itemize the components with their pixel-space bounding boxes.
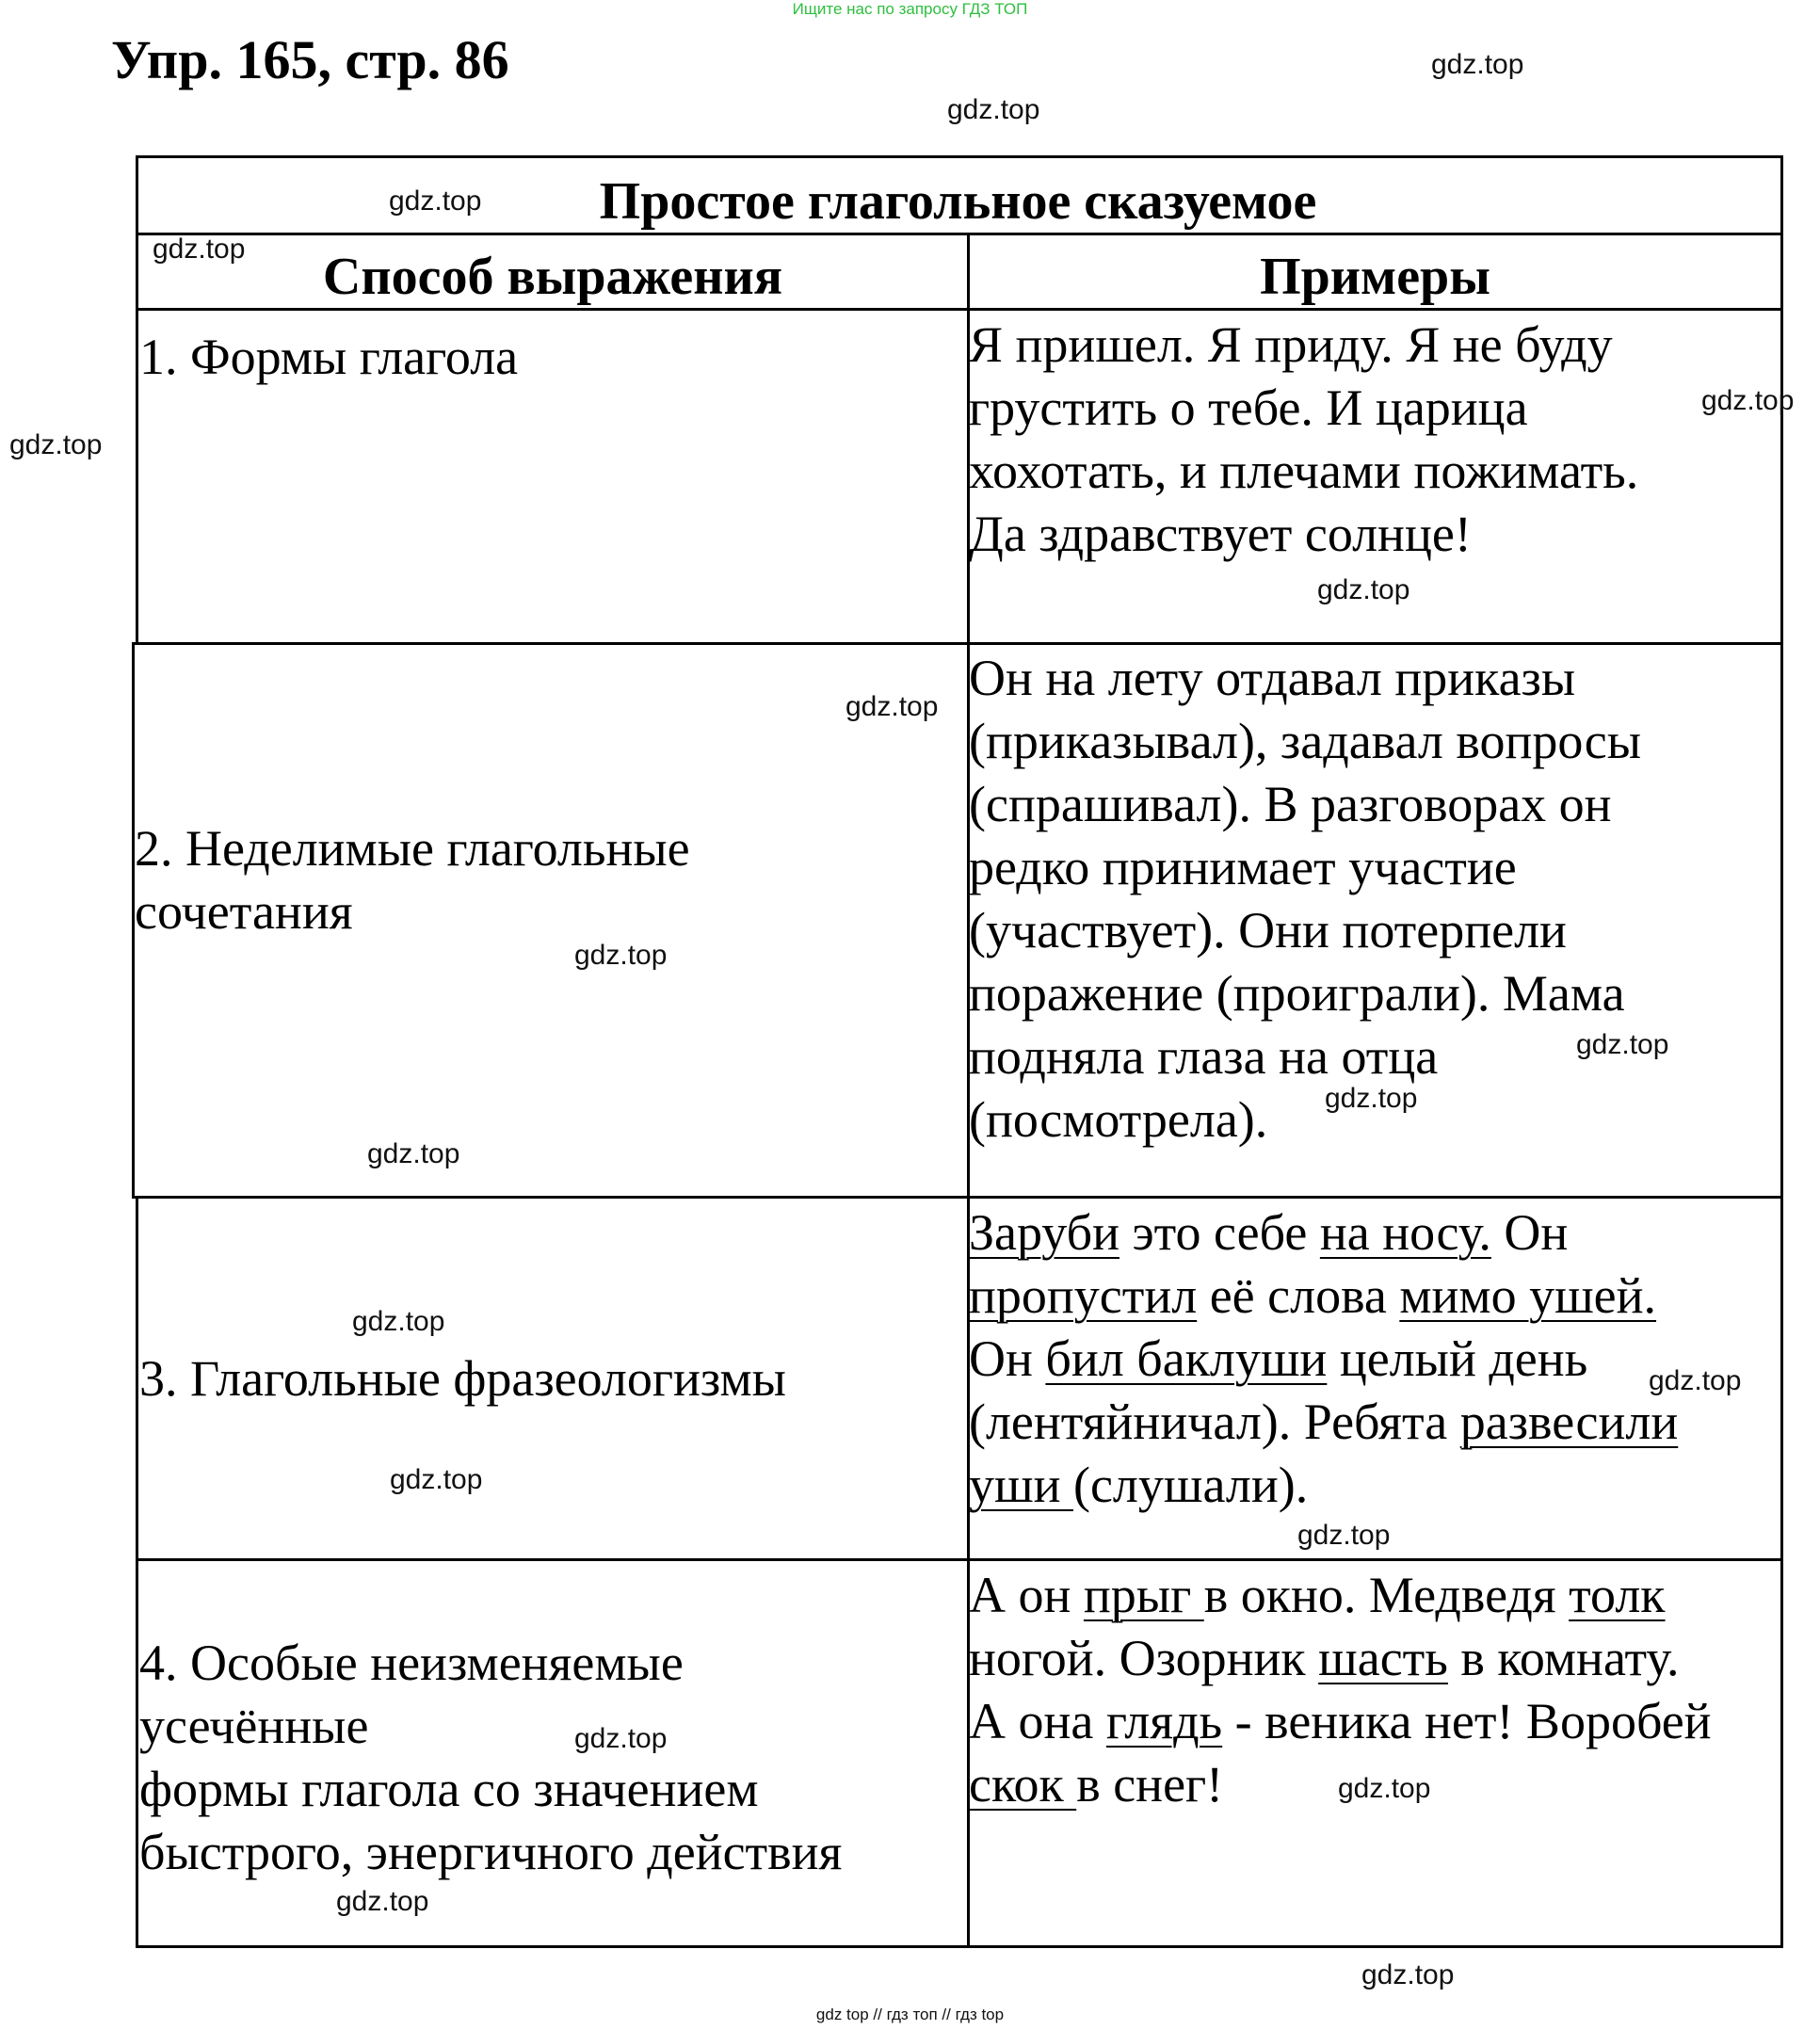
watermark: gdz.top xyxy=(9,429,103,460)
watermark: gdz.top xyxy=(1325,1083,1418,1114)
watermark: gdz.top xyxy=(336,1886,429,1917)
example-text: Он xyxy=(1490,1204,1569,1261)
example-text: Он xyxy=(969,1330,1046,1387)
example-text: (посмотрела). xyxy=(969,1091,1268,1148)
row-3-examples xyxy=(969,1201,1678,1517)
watermark: gdz.top xyxy=(1649,1365,1742,1396)
top-banner: Ищите нас по запросу ГДЗ ТОП xyxy=(792,0,1028,18)
row-3-method xyxy=(139,1347,786,1410)
underlined-phrase: развесили xyxy=(1459,1394,1679,1450)
example-text: А она xyxy=(969,1693,1106,1749)
example-line xyxy=(969,440,1638,503)
method-line: усечённые xyxy=(139,1698,369,1754)
example-text: редко принимает участие xyxy=(969,839,1517,895)
watermark: gdz.top xyxy=(1361,1959,1455,1990)
example-text: А он xyxy=(969,1567,1084,1623)
example-line xyxy=(969,1328,1678,1391)
example-line xyxy=(969,899,1641,962)
watermark: gdz.top xyxy=(1297,1520,1391,1551)
example-line xyxy=(969,962,1641,1025)
example-text: Да здравствует солнце! xyxy=(969,506,1472,562)
example-text: в снег! xyxy=(1076,1756,1224,1812)
underlined-phrase: мимо ушей. xyxy=(1399,1267,1657,1324)
example-text: (слушали). xyxy=(1072,1457,1309,1513)
example-line xyxy=(969,1025,1641,1088)
row-1-examples xyxy=(969,314,1638,566)
example-text: ногой. Озорник xyxy=(969,1630,1319,1686)
underlined-phrase: пропустил xyxy=(969,1267,1198,1324)
method-line: формы глагола со значением xyxy=(139,1761,759,1817)
underlined-phrase: бил баклуши xyxy=(1045,1330,1328,1387)
watermark: gdz.top xyxy=(947,94,1040,125)
example-text: (лентяйничал). Ребята xyxy=(969,1394,1460,1450)
example-text: Он на лету отдавал приказы xyxy=(969,650,1576,706)
underlined-phrase: уши xyxy=(969,1457,1073,1513)
method-line: сочетания xyxy=(135,883,353,940)
watermark: gdz.top xyxy=(1576,1029,1669,1060)
example-line xyxy=(969,503,1638,566)
example-text: в окно. Медведя xyxy=(1203,1567,1570,1623)
watermark: gdz.top xyxy=(574,940,668,971)
example-line xyxy=(969,1454,1678,1517)
example-line xyxy=(969,1627,1712,1690)
underlined-phrase: прыг xyxy=(1083,1567,1204,1623)
method-line: 2. Неделимые глагольные xyxy=(135,820,690,877)
watermark: gdz.top xyxy=(574,1723,668,1754)
row-divider-1 xyxy=(132,642,1783,645)
table-border-bottom xyxy=(136,1945,1783,1948)
watermark: gdz.top xyxy=(153,234,246,265)
watermark: gdz.top xyxy=(367,1138,460,1169)
example-line xyxy=(969,1201,1678,1265)
example-text: её слова xyxy=(1197,1267,1400,1324)
example-text: грустить о тебе. И царица xyxy=(969,379,1528,436)
example-line xyxy=(969,1564,1712,1627)
example-line xyxy=(969,377,1638,440)
example-text: целый день xyxy=(1327,1330,1588,1387)
example-line xyxy=(969,314,1638,377)
underlined-phrase: толк xyxy=(1569,1567,1666,1623)
example-line xyxy=(969,836,1641,899)
watermark: gdz.top xyxy=(1701,385,1795,416)
watermark: gdz.top xyxy=(390,1464,483,1495)
example-line xyxy=(969,710,1641,773)
example-text: (участвует). Они потерпели xyxy=(969,902,1567,959)
row-divider-3 xyxy=(136,1558,1783,1561)
example-text: это себе xyxy=(1119,1204,1320,1261)
watermark: gdz.top xyxy=(352,1306,445,1337)
watermark: gdz.top xyxy=(389,185,482,217)
example-line xyxy=(969,1265,1678,1328)
table-border-left-bottom xyxy=(136,1196,138,1948)
underlined-phrase: на носу. xyxy=(1319,1204,1491,1261)
method-line: 4. Особые неизменяемые xyxy=(139,1635,684,1691)
watermark: gdz.top xyxy=(846,691,939,722)
example-text: подняла глаза на отца xyxy=(969,1028,1439,1085)
row-2-method xyxy=(135,817,690,943)
watermark: gdz.top xyxy=(1317,574,1410,605)
page-title: Упр. 165, стр. 86 xyxy=(111,29,509,90)
underlined-phrase: Заруби xyxy=(969,1204,1119,1261)
column-header-examples: Примеры xyxy=(1260,248,1490,306)
table-title: Простое глагольное сказуемое xyxy=(599,172,1317,231)
underlined-phrase: шасть xyxy=(1318,1630,1448,1686)
example-line xyxy=(969,1088,1641,1152)
example-line xyxy=(969,647,1641,710)
underlined-phrase: скок xyxy=(969,1756,1077,1812)
example-text: (спрашивал). В разговорах он xyxy=(969,776,1612,832)
example-text: - веника нет! Воробей xyxy=(1222,1693,1712,1749)
column-header-method: Способ выражения xyxy=(322,248,783,306)
table-border-top xyxy=(136,155,1783,158)
example-text: Я пришел. Я приду. Я не буду xyxy=(969,316,1613,373)
example-text: поражение (проиграли). Мама xyxy=(969,965,1625,1022)
example-line xyxy=(969,1690,1712,1753)
footer-banner: gdz top // гдз топ // гдз top xyxy=(815,2006,1005,2023)
method-line: 3. Глагольные фразеологизмы xyxy=(139,1350,786,1407)
method-line: быстрого, энергичного действия xyxy=(139,1824,843,1880)
method-line: 1. Формы глагола xyxy=(139,329,519,385)
example-text: хохотать, и плечами пожимать. xyxy=(969,443,1639,499)
header-divider xyxy=(136,233,1783,235)
row-divider-2 xyxy=(132,1196,1783,1199)
example-text: (приказывал), задавал вопросы xyxy=(969,713,1641,769)
row-1-method xyxy=(139,326,518,389)
row-4-method xyxy=(139,1632,842,1884)
watermark: gdz.top xyxy=(1431,49,1524,80)
table-border-right xyxy=(1780,155,1783,1948)
underlined-phrase: глядь xyxy=(1105,1693,1223,1749)
watermark: gdz.top xyxy=(1338,1773,1431,1804)
example-line xyxy=(969,773,1641,836)
example-line xyxy=(969,1391,1678,1454)
column-head-divider xyxy=(136,308,1783,311)
row-2-examples xyxy=(969,647,1641,1152)
example-text: в комнату. xyxy=(1447,1630,1680,1686)
